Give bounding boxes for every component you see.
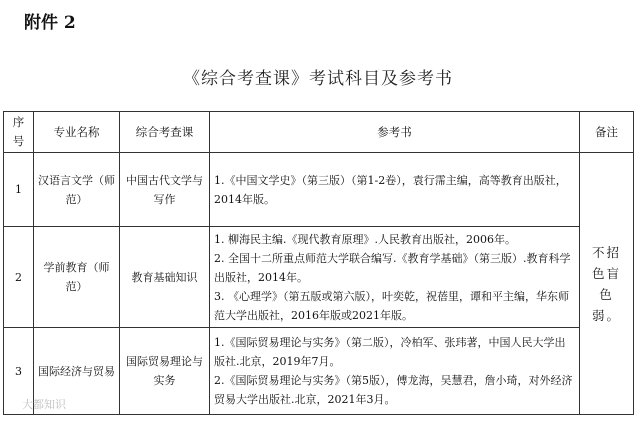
reference-item: 2.《国际贸易理论与实务》（第5版），傅龙海，吴慧君，詹小琦，对外经济贸易大学出版社.北京，2021年3月。 xyxy=(214,374,573,406)
header-note: 备注 xyxy=(580,112,634,153)
watermark: 大都知识 xyxy=(22,398,66,411)
exam-subjects-table xyxy=(3,111,634,415)
row-major: 汉语言文学（师范） xyxy=(34,153,120,227)
header-major: 专业名称 xyxy=(34,112,120,153)
row-index: 2 xyxy=(4,227,34,328)
row-refs xyxy=(210,153,580,227)
document-title: 《综合考查课》考试科目及参考书 xyxy=(183,69,453,89)
row-major: 国际经济与贸易 xyxy=(34,328,120,415)
table-row xyxy=(4,153,634,227)
note-cell: 不招色盲色弱。 xyxy=(580,153,634,415)
row-course: 教育基础知识 xyxy=(120,227,210,328)
row-index: 1 xyxy=(4,153,34,227)
row-course: 中国古代文学与写作 xyxy=(120,153,210,227)
row-major: 学前教育（师范） xyxy=(34,227,120,328)
row-course: 国际贸易理论与实务 xyxy=(120,328,210,415)
row-refs xyxy=(210,227,580,328)
row-refs xyxy=(210,328,580,415)
reference-item: 1.《国际贸易理论与实务》（第二版），冷柏军、张玮著，中国人民大学出版社.北京，2019年7月。 xyxy=(214,336,566,368)
reference-item: 1.《中国文学史》（第三版）（第1-2卷），袁行霈主编，高等教育出版社，2014年版。 xyxy=(214,173,567,206)
attachment-label: 附件 2 xyxy=(24,13,76,33)
row-index: 3 xyxy=(4,328,34,415)
table-row xyxy=(4,227,634,328)
header-course: 综合考查课 xyxy=(120,112,210,153)
header-refs: 参考书 xyxy=(210,112,580,153)
table-row xyxy=(4,328,634,415)
reference-item: 1. 柳海民主编.《现代教育原理》.人民教育出版社，2006年。 xyxy=(214,232,516,246)
table-header-row xyxy=(4,112,634,153)
reference-item: 3. 《心理学》（第五版或第六版），叶奕乾，祝蓓里，谭和平主编，华东师范大学出版社，2016年版或2021年版。 xyxy=(214,289,569,322)
reference-item: 2. 全国十二所重点师范大学联合编写.《教育学基础》（第三版）.教育科学出版社，2014年。 xyxy=(214,251,571,284)
header-index: 序号 xyxy=(4,112,34,153)
